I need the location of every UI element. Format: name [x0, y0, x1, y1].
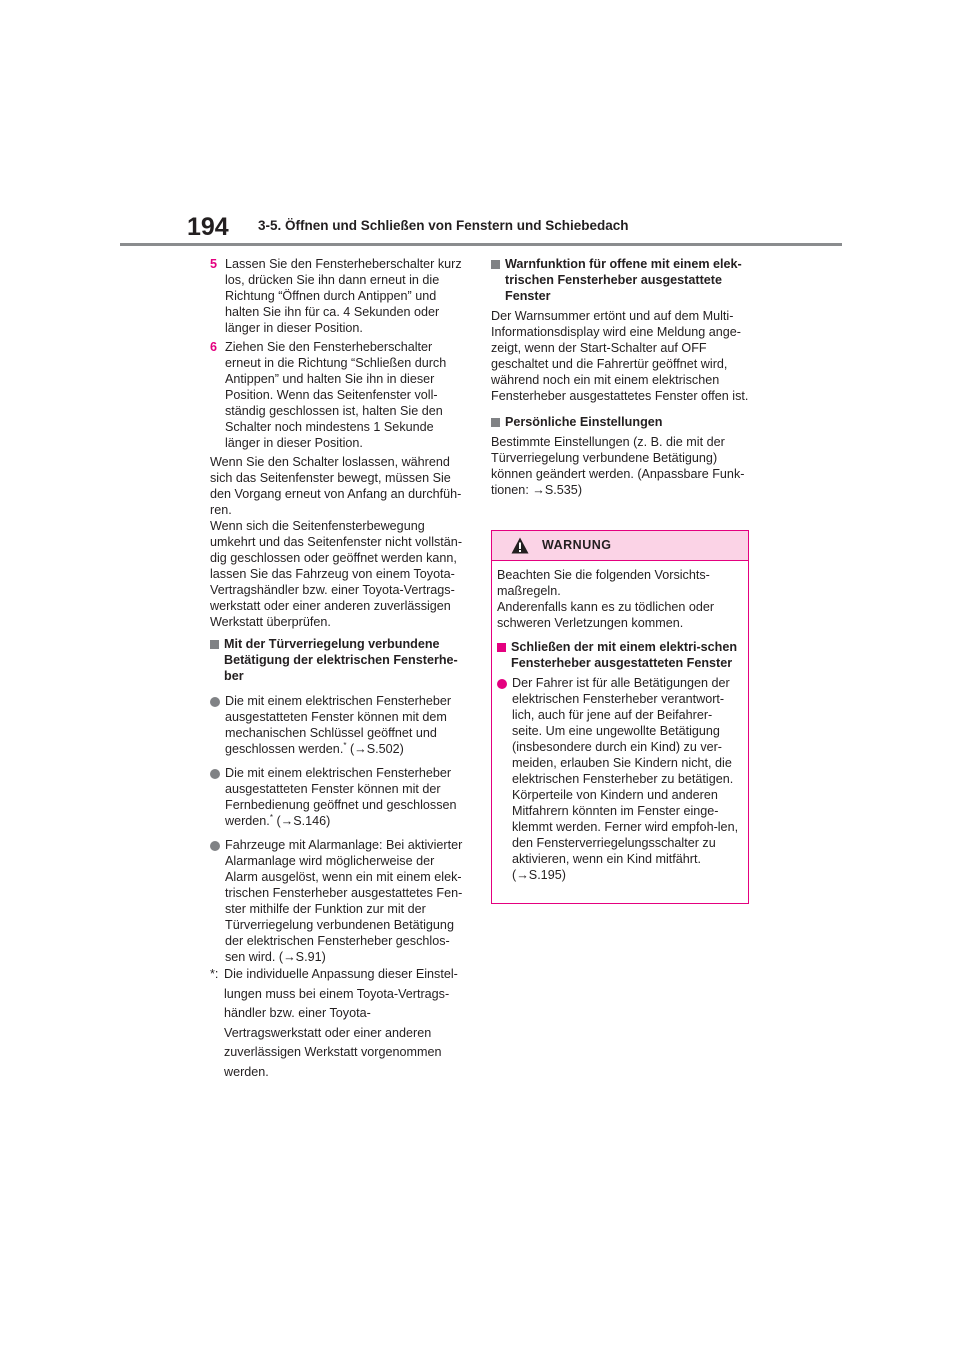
- footnote-marker: *: [343, 740, 347, 750]
- circle-bullet-icon: [210, 697, 220, 707]
- warning-box: [491, 530, 749, 904]
- circle-bullet-icon: [210, 769, 220, 779]
- footnote-text: Die individuelle Anpassung dieser Einstel-lungen muss bei einem Toyota-Vertrags-händler bzw. einer Toyota-Vertragswerkstatt oder einer anderen zuverlässigen Werkstatt vorgenommen werden.: [224, 967, 458, 1079]
- page-number: 194: [187, 213, 229, 241]
- left-column: [210, 256, 468, 1082]
- step-item: [210, 339, 468, 451]
- warning-intro: Beachten Sie die folgenden Vorsichts-maßregeln.: [497, 568, 710, 598]
- warning-heading: [497, 639, 742, 671]
- step-text: Lassen Sie den Fensterheberschalter kurz los, drücken Sie ihn dann erneut in die Richtung “Öffnen durch Antippen” und halten Sie ihn für ca. 4 Sekunden oder länger in dieser Position.: [225, 257, 462, 335]
- list-item-text: Die mit einem elektrischen Fensterheber ausgestatteten Fenster können mit der Fernbedienung geöffnet und geschlossen werden.: [225, 766, 457, 828]
- footnote: [210, 965, 468, 1082]
- paragraph: Wenn sich die Seitenfensterbewegung umkehrt und das Seitenfenster nicht vollstän-dig geschlossen oder geöffnet werden kann, lassen Sie das Fahrzeug von einem Toyota-Vertragshändler bzw. einer Toyota-Vertrags-werkstatt oder einer anderen zuverlässigen Werkstatt überprüfen.: [210, 519, 463, 629]
- warning-intro: Anderenfalls kann es zu tödlichen oder schweren Verletzungen kommen.: [497, 600, 715, 630]
- footnote-marker: *: [269, 812, 273, 822]
- square-bullet-icon: [210, 640, 219, 649]
- paragraph: Bestimmte Einstellungen (z. B. die mit der Türverriegelung verbundene Betätigung) können geändert werden. (Anpassbare Funk-tionen: →S.535): [491, 435, 745, 497]
- section-heading: [491, 414, 753, 430]
- list-item-text: Der Fahrer ist für alle Betätigungen der elektrischen Fensterheber verantwort-lich, auch für jene auf der Beifahrer-seite. Um eine ungewollte Betätigung (insbesondere durch ein Kind) zu ver-meiden, erlauben Sie Kindern nicht, die elektrischen Fensterheber zu betätigen. Körperteile von Kindern und anderen Mitfahrern könnten im Fenster einge-klemmt werden. Ferner wird empfoh-len, den Fensterverriegelungsschalter zu aktivieren, wenn ein Kind mitfährt. (→S.195): [512, 676, 739, 882]
- paragraph: Der Warnsummer ertönt und auf dem Multi-Informationsdisplay wird eine Meldung ange-zeigt, wenn der Start-Schalter auf OFF geschaltet und die Fahrertür geöffnet wird, während noch ein mit einem elektrischen Fensterheber ausgestattetes Fenster offen ist.: [491, 309, 749, 403]
- right-column: [491, 256, 753, 504]
- heading-text: Persönliche Einstellungen: [505, 415, 663, 429]
- list-item: [210, 765, 468, 829]
- list-item: [497, 675, 742, 883]
- list-item-text: Die mit einem elektrischen Fensterheber ausgestatteten Fenster können mit dem mechanischen Schlüssel geöffnet und geschlossen werden.: [225, 694, 452, 756]
- section-heading: [210, 636, 468, 684]
- square-bullet-icon: [491, 418, 500, 427]
- circle-bullet-icon: [210, 841, 220, 851]
- header-divider: [120, 243, 842, 246]
- paragraph: Wenn Sie den Schalter loslassen, während sich das Seitenfenster bewegt, müssen Sie den Vorgang erneut von Anfang an durchfüh-ren.: [210, 455, 462, 517]
- list-item: [210, 837, 468, 965]
- footnote-mark: *:: [210, 967, 219, 981]
- heading-text: Schließen der mit einem elektri-schen Fensterheber ausgestatteten Fenster: [511, 640, 738, 670]
- step-number: 6: [210, 340, 218, 354]
- step-number: 5: [210, 257, 218, 271]
- section-title: 3-5. Öffnen und Schließen von Fenstern und Schiebedach: [258, 218, 629, 233]
- square-bullet-icon: [497, 643, 506, 652]
- warning-body: [492, 561, 748, 883]
- page-reference[interactable]: (→S.502): [349, 742, 404, 756]
- warning-header: [492, 531, 748, 561]
- warning-title: WARNUNG: [542, 538, 612, 552]
- section-heading: [491, 256, 753, 304]
- list-item: [210, 693, 468, 757]
- warning-triangle-icon: [511, 537, 529, 554]
- heading-text: Mit der Türverriegelung verbundene Betätigung der elektrischen Fensterhe-ber: [224, 637, 458, 683]
- page-header: [0, 0, 960, 250]
- list-item-text: Fahrzeuge mit Alarmanlage: Bei aktivierter Alarmanlage wird möglicherweise der Alarm ausgelöst, wenn ein mit einem elek-trischen Fensterheber ausgestattetes Fen-ster mithilfe der Funktion zur mit der Türverriegelung verbundenen Betätigung der elektrischen Fensterheber geschlos-sen wird. (→S.91): [225, 838, 463, 964]
- page-reference[interactable]: (→S.146): [276, 814, 331, 828]
- step-item: [210, 256, 468, 336]
- square-bullet-icon: [491, 260, 500, 269]
- heading-text: Warnfunktion für offene mit einem elek-trischen Fensterheber ausgestattete Fenster: [505, 257, 742, 303]
- circle-bullet-icon: [497, 679, 507, 689]
- step-text: Ziehen Sie den Fensterheberschalter erneut in die Richtung “Schließen durch Antippen” und halten Sie ihn in dieser Position. Wenn das Seitenfenster voll-ständig geschlossen ist, halten Sie den Schalter noch mindestens 1 Sekunde länger in dieser Position.: [225, 340, 447, 450]
